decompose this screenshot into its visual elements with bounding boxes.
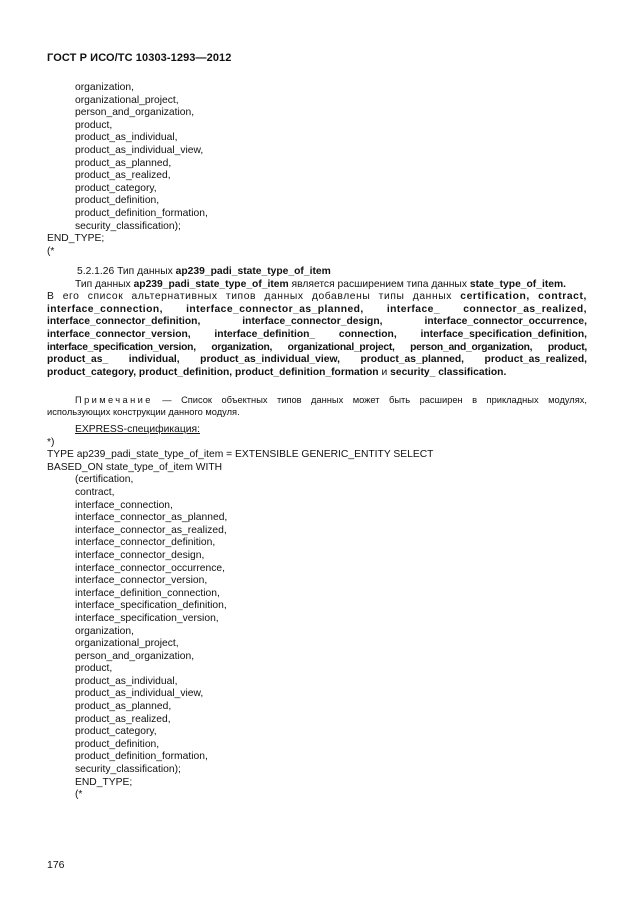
- end-type-keyword: END_TYPE;: [75, 776, 133, 788]
- list-item: product_as_individual_view,: [75, 688, 204, 700]
- list-item: interface_connector_design,: [75, 549, 205, 561]
- list-item: organizational_project,: [75, 638, 179, 650]
- text-span: является расширением типа данных: [291, 278, 467, 290]
- list-item: product_definition_formation,: [75, 207, 208, 219]
- section-heading: [47, 266, 587, 279]
- paragraph-line-5: interface_connector_version, interface_definition_ connection, interface_specification_definition,: [47, 328, 587, 340]
- section-number: 5.2.1.26: [77, 266, 115, 277]
- top-code-list: [47, 82, 587, 258]
- list-item: security_classification);: [75, 220, 181, 232]
- type-declaration: TYPE ap239_padi_state_type_of_item = EXTENSIBLE GENERIC_ENTITY SELECT: [47, 449, 434, 461]
- list-item: product_definition,: [75, 738, 160, 750]
- comment-open: (*: [75, 789, 83, 801]
- list-item: organizational_project,: [75, 94, 179, 106]
- note-line-2: использующих конструкции данного модуля.: [47, 407, 240, 417]
- list-item: product_category,: [75, 182, 157, 194]
- list-item: person_and_organization,: [75, 650, 195, 662]
- type-name: certification, contract,: [460, 291, 587, 303]
- list-item: interface_connector_occurrence,: [75, 562, 225, 574]
- list-item: person_and_organization,: [75, 107, 195, 119]
- list-item: product_as_realized,: [75, 713, 171, 725]
- list-item: product_as_individual,: [75, 132, 178, 144]
- list-item: product_as_realized,: [75, 170, 171, 182]
- list-item: product_as_planned,: [75, 157, 172, 169]
- type-name: ap239_padi_state_type_of_item: [133, 278, 289, 290]
- page-number: 176: [47, 859, 65, 871]
- paragraph-line-4: interface_connector_definition, interface_connector_design, interface_connector_occurrence,: [47, 316, 587, 328]
- list-item: organization,: [75, 82, 134, 93]
- express-label-line: [47, 424, 587, 437]
- list-item: product,: [75, 119, 113, 131]
- list-item: interface_connector_definition,: [75, 537, 216, 549]
- list-item: product_definition,: [75, 195, 160, 207]
- paragraph-line-6: interface_specification_version, organization, organizational_project, person_and_organization, product,: [47, 341, 587, 353]
- text-span: Тип данных: [75, 278, 131, 290]
- paragraph-line-1: [47, 279, 587, 292]
- note-block: [47, 394, 587, 418]
- paragraph-line-2: [47, 291, 587, 304]
- type-name: security_ classification.: [390, 366, 507, 378]
- express-label: EXPRESS-спецификация:: [75, 424, 200, 435]
- list-item: (certification,: [75, 474, 134, 486]
- list-item: interface_specification_version,: [75, 612, 219, 624]
- list-item: interface_connector_version,: [75, 575, 208, 587]
- list-item: product_as_planned,: [75, 701, 172, 713]
- list-item: interface_connector_as_planned,: [75, 512, 228, 524]
- comment-close: *): [47, 436, 55, 448]
- document-header: ГОСТ Р ИСО/ТС 10303-1293—2012: [47, 52, 232, 64]
- paragraph-line-8: [47, 367, 587, 380]
- express-specification: [47, 424, 587, 802]
- paragraph-line-7: product_as_ individual, product_as_individual_view, product_as_planned, product_as_realized,: [47, 354, 587, 366]
- paragraph-line-3: interface_connection, interface_connector_as_planned, interface_ connector_as_realized,: [47, 303, 587, 315]
- list-item: product_definition_formation,: [75, 751, 208, 763]
- list-item: contract,: [75, 486, 115, 498]
- note-label: Примечание: [75, 395, 153, 405]
- end-type-keyword: END_TYPE;: [47, 233, 105, 245]
- text-span: и: [381, 366, 388, 378]
- type-name: product_category, product_definition, product_definition_formation: [47, 366, 379, 378]
- list-item: product_as_individual,: [75, 675, 178, 687]
- list-item: interface_connection,: [75, 499, 173, 511]
- based-on-line: BASED_ON state_type_of_item WITH: [47, 461, 223, 473]
- note-text: Список объектных типов данных может быть расширен в прикладных модулях,: [181, 395, 588, 405]
- note-dash: —: [152, 395, 182, 405]
- list-item: interface_specification_definition,: [75, 600, 227, 612]
- section-title-prefix: Тип данных: [117, 266, 173, 277]
- note-line-1: [47, 394, 587, 406]
- type-name: state_type_of_item.: [469, 278, 567, 290]
- section-title-name: ap239_padi_state_type_of_item: [175, 266, 331, 277]
- list-item: product,: [75, 663, 113, 675]
- section-description: [47, 266, 587, 379]
- list-item: interface_definition_connection,: [75, 587, 220, 599]
- list-item: organization,: [75, 625, 134, 637]
- text-span: В его список альтернативных типов данных добавлены типы данных: [47, 291, 452, 303]
- list-item: product_category,: [75, 726, 157, 738]
- list-item: interface_connector_as_realized,: [75, 524, 227, 536]
- list-item: product_as_individual_view,: [75, 144, 204, 156]
- comment-open: (*: [47, 245, 55, 257]
- list-item: security_classification);: [75, 764, 181, 776]
